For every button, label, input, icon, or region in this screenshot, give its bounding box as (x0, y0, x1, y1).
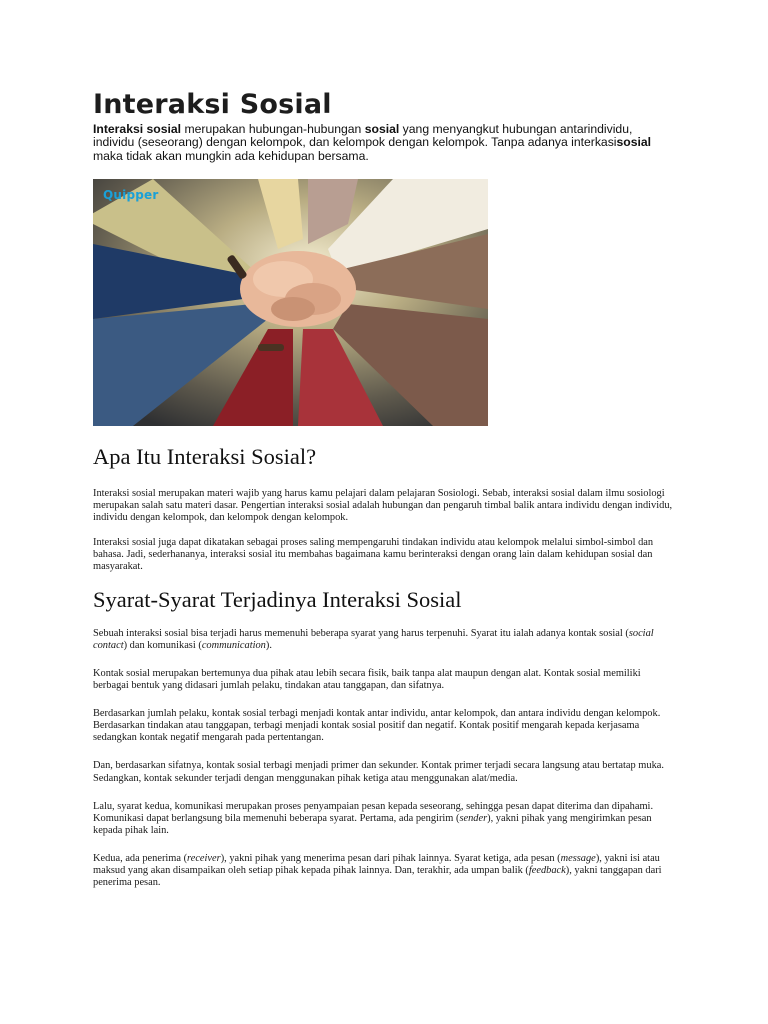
hands-illustration (93, 179, 488, 426)
body-paragraph: Interaksi sosial merupakan materi wajib yang harus kamu pelajari dalam pelajaran Sosiologi. Sebab, interaksi sosial dalam ilmu sosiologi merupakan salah satu materi dasar. Pengertian interaksi sosial adalah hubungan dan pengaruh timbal balik antara individu dengan individu, individu dengan kelompok, dan kelompok dengan kelompok. (93, 488, 673, 524)
paragraph-text: ), yakni isi atau maksud yang akan disampaikan oleh setiap pihak kepada pihak lainnya. Dan, terakhir, ada umpan balik ( (93, 852, 660, 876)
page-title: Interaksi Sosial (93, 89, 332, 120)
paragraph-text: Sebuah interaksi sosial bisa terjadi harus memenuhi beberapa syarat yang harus terpenuhi. Syarat itu ialah adanya kontak sosial ( (93, 627, 629, 639)
paragraph-text: ), yakni pihak yang menerima pesan dari pihak lainnya. Syarat ketiga, ada pesan ( (220, 852, 561, 864)
italic-term: receiver (187, 852, 221, 864)
intro-text: merupakan hubungan-hubungan (181, 122, 365, 136)
body-paragraph: Interaksi sosial juga dapat dikatakan sebagai proses saling mempengaruhi tindakan individu atau kelompok melalui simbol-simbol dan bahasa. Jadi, sederhananya, interaksi sosial itu membahas bagaimana kamu berinteraksi dengan orang lain dalam kehidupan sosial dan masyarakat. (93, 536, 654, 572)
paragraph-text: ), yakni pihak yang mengirimkan pesan kepada pihak lain. (93, 812, 652, 836)
intro-bold-term: sosial (616, 135, 652, 150)
intro-bold-term: Interaksi sosial (93, 122, 182, 136)
italic-term: social contact (93, 627, 654, 651)
quipper-watermark: Quipper (103, 188, 159, 203)
italic-term: communication (201, 639, 266, 651)
italic-term: sender (459, 812, 488, 824)
body-paragraph: Dan, berdasarkan sifatnya, kontak sosial terbagi menjadi primer dan sekunder. Kontak primer terjadi secara langsung atau bertatap muka. Sedangkan, kontak sekunder terjadi dengan menggunakan pihak ketiga atau menggunakan alat/media. (93, 760, 664, 784)
paragraph-text: ), yakni tanggapan dari penerima pesan. (93, 865, 662, 889)
paragraph-text: ) dan komunikasi ( (123, 639, 202, 651)
intro-bold-term: sosial (364, 122, 400, 136)
body-paragraph: Berdasarkan jumlah pelaku, kontak sosial terbagi menjadi kontak antar individu, antar kelompok, dan antara individu dengan kelompok. Berdasarkan tindakan atau tanggapan, terbagi menjadi kontak sosial positif dan negatif. Kontak positif mengarah kepada kerjasama sedangkan kontak negatif mengarah pada pertentangan. (93, 708, 661, 744)
section-heading: Syarat-Syarat Terjadinya Interaksi Sosial (93, 586, 462, 612)
italic-term: feedback (528, 865, 566, 876)
body-paragraph (93, 801, 673, 837)
italic-term: message (560, 852, 596, 864)
body-paragraph: Kontak sosial merupakan bertemunya dua pihak atau lebih secara fisik, baik tanpa alat maupun dengan alat. Kontak sosial memiliki berbagai bentuk yang didasari jumlah pelaku, tindakan atau tanggapan, dan sifatnya. (93, 667, 641, 692)
intro-text: maka tidak akan mungkin ada kehidupan bersama. (93, 148, 369, 163)
body-paragraph (93, 853, 673, 889)
section-heading: Apa Itu Interaksi Sosial? (93, 444, 317, 470)
paragraph-text: Lalu, syarat kedua, komunikasi merupakan proses penyampaian pesan kepada seseorang, sehingga pesan dapat diterima dan dipahami. Komunikasi dapat berlangsung bila memenuhi beberapa syarat. Pertama, ada pengirim ( (93, 800, 654, 824)
document-page (93, 88, 673, 889)
intro-text: yang menyangkut hubungan antarindividu, individu (seseorang) dengan kelompok, dan kelompok dengan kelompok. Tanpa adanya interkasi (93, 122, 633, 150)
intro-paragraph (93, 123, 653, 163)
paragraph-text: Kedua, ada penerima ( (93, 852, 188, 864)
body-paragraph (93, 628, 673, 652)
stacked-hands-photo (93, 179, 488, 426)
paragraph-text: ). (265, 639, 272, 651)
